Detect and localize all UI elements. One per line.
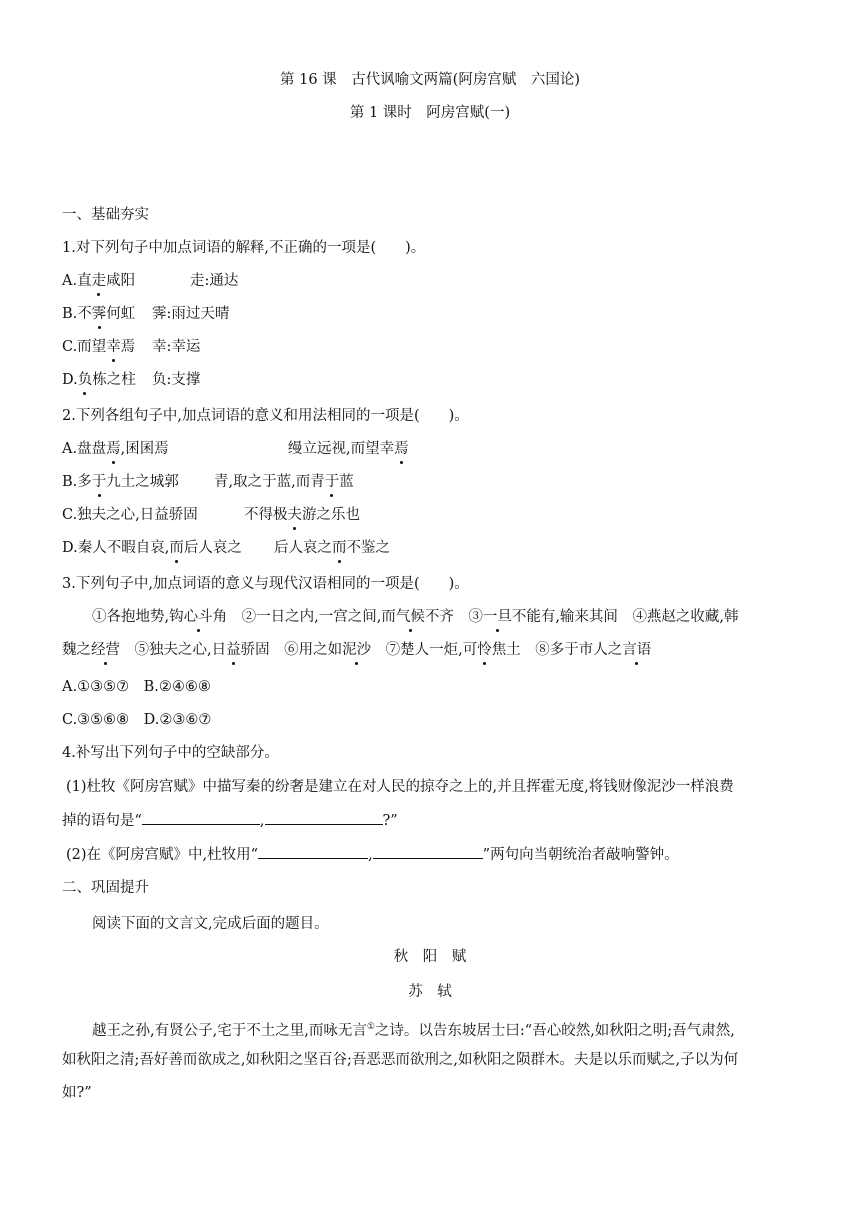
dotted-word: 焉 <box>394 441 409 457</box>
dotted-word: 泥沙 <box>342 642 372 658</box>
question-1-gloss-a: 走:通达 <box>190 273 239 289</box>
question-3-options-cd: C.③⑤⑥⑧ D.②③⑥⑦ <box>62 712 212 728</box>
dotted-word: 经营 <box>91 642 120 658</box>
text: , <box>368 847 373 863</box>
question-4-part-1-line-2 <box>62 810 398 831</box>
answer-blank[interactable] <box>142 810 260 825</box>
lesson-subtitle: 第 1 课时 阿房宫赋(一) <box>349 105 511 121</box>
text: ④燕赵之收藏,韩 <box>632 609 739 625</box>
question-1-option-c <box>62 337 135 357</box>
text: 后人哀之 <box>274 540 332 556</box>
text: 咸阳 <box>106 273 136 289</box>
text: 越王之孙,有贤公子,宅于不土之里,而咏无言 <box>92 1022 367 1039</box>
text: 缦立远视,而望幸 <box>288 441 395 457</box>
question-4-part-2 <box>66 844 679 865</box>
text: (2)在《阿房宫赋》中,杜牧用“ <box>66 847 259 863</box>
text: 不能有,输来其间 <box>511 609 618 625</box>
text: ,囷囷焉 <box>120 441 169 457</box>
answer-blank[interactable] <box>373 844 483 859</box>
question-2-option-d-left <box>62 538 242 558</box>
dotted-word: 于 <box>91 474 107 490</box>
passage-author: 苏 轼 <box>408 984 452 1000</box>
reading-intro: 阅读下面的文言文,完成后面的题目。 <box>92 916 329 932</box>
dotted-word: 走 <box>91 273 107 289</box>
answer-blank[interactable] <box>258 844 368 859</box>
text: , <box>259 813 265 829</box>
text: D. <box>62 372 78 388</box>
dotted-word: 益 <box>226 642 241 658</box>
dotted-word: 幸 <box>106 339 121 355</box>
text: 掉的语句是“ <box>62 813 142 829</box>
question-3-items-line-2 <box>62 640 651 660</box>
text: 青,取之于蓝,而青 <box>214 474 325 490</box>
lesson-title: 第 16 课 古代讽喻文两篇(阿房宫赋 六国论) <box>280 72 580 88</box>
question-2-option-a-right <box>288 439 409 459</box>
text: ⑤独夫之心,日 <box>134 642 227 658</box>
question-1-option-d <box>62 370 136 390</box>
text: D.秦人不暇自哀, <box>62 540 170 556</box>
footnote-marker: ① <box>366 1022 375 1032</box>
text: 焉 <box>120 339 136 355</box>
text: 后人哀之 <box>183 540 242 556</box>
question-3-options-ab: A.①③⑤⑦ B.②④⑥⑧ <box>62 679 211 695</box>
text: B.多 <box>62 474 92 490</box>
text: B.不 <box>62 306 92 322</box>
text: ⑧多于市人之 <box>535 642 623 658</box>
passage-title: 秋 阳 赋 <box>393 949 467 965</box>
section-heading-basic: 一、基础夯实 <box>62 207 149 223</box>
dotted-word: 负 <box>77 372 93 388</box>
passage-line-1 <box>92 1017 735 1041</box>
text: ③ <box>468 609 483 625</box>
question-3-items-line-1 <box>92 607 739 627</box>
dotted-word: 怜 <box>477 642 492 658</box>
question-2-stem: 2.下列各组句子中,加点词语的意义和用法相同的一项是( )。 <box>62 408 469 424</box>
answer-blank[interactable] <box>265 810 383 825</box>
question-1-option-b <box>62 304 135 324</box>
question-4-stem: 4.补写出下列句子中的空缺部分。 <box>62 745 279 761</box>
text: A.直 <box>62 273 92 289</box>
text: 九土之城郭 <box>106 474 179 490</box>
text: 不鉴之 <box>346 540 390 556</box>
question-2-option-b-right <box>214 472 354 492</box>
question-2-option-d-right <box>274 538 390 558</box>
text: ②一日之内,一宫之间,而 <box>241 609 396 625</box>
text: 焦土 <box>491 642 521 658</box>
text: ”两句向当朝统治者敲响警钟。 <box>482 847 679 863</box>
dotted-word: 钩心斗角 <box>169 609 228 625</box>
text: 游之乐也 <box>302 507 360 523</box>
dotted-word: 于 <box>324 474 340 490</box>
text: ⑥用之如 <box>284 642 343 658</box>
dotted-word: 而 <box>332 540 347 556</box>
question-1-option-a <box>62 271 135 291</box>
text: A.盘盘 <box>62 441 107 457</box>
question-1-gloss-c: 幸:幸运 <box>152 339 201 355</box>
text: 骄固 <box>240 642 270 658</box>
passage-line-3: 如?” <box>62 1085 92 1101</box>
dotted-word: 霁 <box>91 306 107 322</box>
question-1-stem: 1.对下列句子中加点词语的解释,不正确的一项是( )。 <box>62 240 426 256</box>
dotted-word: 焉 <box>106 441 121 457</box>
text: 何虹 <box>106 306 136 322</box>
question-3-stem: 3.下列句子中,加点词语的意义与现代汉语相同的一项是( )。 <box>62 576 469 592</box>
text: 魏之 <box>62 642 91 658</box>
text: ①各抱地势, <box>92 609 170 625</box>
question-1-gloss-d: 负:支撑 <box>152 372 201 388</box>
text: ⑦楚人一炬,可 <box>385 642 478 658</box>
dotted-word: 而 <box>169 540 184 556</box>
question-2-option-b-left <box>62 472 179 492</box>
text: C.而望 <box>62 339 107 355</box>
text: 不得极 <box>244 507 288 523</box>
dotted-word: 一旦 <box>482 609 512 625</box>
text: 蓝 <box>339 474 354 490</box>
passage-line-2: 如秋阳之清;吾好善而欲成之,如秋阳之坚百谷;吾恶恶而欲刑之,如秋阳之陨群木。夫是以乐而赋之,子以为何 <box>62 1052 739 1068</box>
section-heading-consolidate: 二、巩固提升 <box>62 880 149 896</box>
question-2-option-c-right <box>244 505 360 525</box>
text: 之诗。以告东坡居士曰:“吾心皎然,如秋阳之明;吾气肃然, <box>374 1022 735 1039</box>
dotted-word: 言语 <box>622 642 652 658</box>
text: 不齐 <box>424 609 454 625</box>
text: ?” <box>382 813 398 829</box>
dotted-word: 气候 <box>395 609 425 625</box>
question-2-option-a-left <box>62 439 169 459</box>
question-1-gloss-b: 霁:雨过天晴 <box>152 306 230 322</box>
text: 栋之柱 <box>92 372 136 388</box>
dotted-word: 夫 <box>287 507 302 523</box>
question-2-option-c-left: C.独夫之心,日益骄固 <box>62 507 198 523</box>
question-4-part-1-line-1: (1)杜牧《阿房宫赋》中描写秦的纷奢是建立在对人民的掠夺之上的,并且挥霍无度,将钱财像泥沙一样浪费 <box>66 779 734 795</box>
